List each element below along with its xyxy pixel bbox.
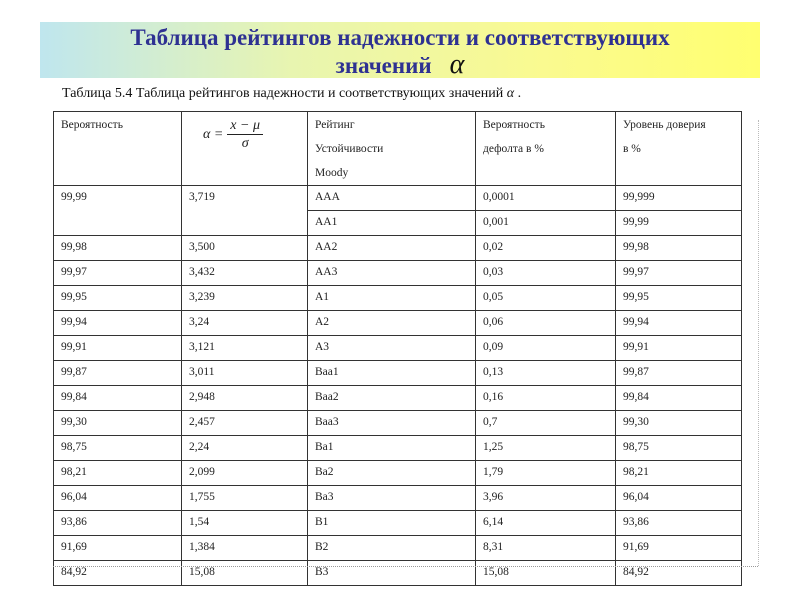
- cell-default: 15,08: [476, 561, 616, 586]
- dotted-border-right: [758, 120, 759, 566]
- cell-trust: 99,999: [616, 186, 742, 211]
- cell-rating: Ba1: [308, 436, 476, 461]
- cell-default: 6,14: [476, 511, 616, 536]
- cell-rating: Baa1: [308, 361, 476, 386]
- title-alpha-symbol: α: [449, 49, 465, 80]
- cell-rating: AA3: [308, 261, 476, 286]
- table-row: [54, 386, 742, 411]
- cell-default: 0,05: [476, 286, 616, 311]
- cell-trust: 99,30: [616, 411, 742, 436]
- table-caption: [62, 86, 521, 102]
- cell-probability: 98,75: [54, 436, 182, 461]
- cell-default: 0,13: [476, 361, 616, 386]
- table-row: [54, 461, 742, 486]
- table-row: [54, 311, 742, 336]
- cell-trust: 96,04: [616, 486, 742, 511]
- cell-default: 0,16: [476, 386, 616, 411]
- cell-alpha: 15,08: [182, 561, 308, 586]
- cell-rating: AAA: [308, 186, 476, 211]
- header-rating-line: Moody: [315, 167, 349, 179]
- header-default-line: дефолта в %: [483, 143, 544, 155]
- cell-trust: 93,86: [616, 511, 742, 536]
- caption-end: .: [517, 86, 522, 101]
- cell-rating: Ba3: [308, 486, 476, 511]
- cell-rating: Baa3: [308, 411, 476, 436]
- header-row: [54, 112, 742, 186]
- table-row: [54, 286, 742, 311]
- cell-probability: 99,84: [54, 386, 182, 411]
- header-rating-line: Устойчивости: [315, 143, 384, 155]
- header-default: [476, 112, 616, 186]
- table-row: [54, 361, 742, 386]
- cell-alpha: 2,457: [182, 411, 308, 436]
- cell-trust: 98,75: [616, 436, 742, 461]
- table-row: [54, 486, 742, 511]
- cell-rating: AA1: [308, 211, 476, 236]
- cell-probability: 98,21: [54, 461, 182, 486]
- ratings-table: [53, 111, 742, 586]
- cell-default: 0,0001: [476, 186, 616, 211]
- table-row: [54, 236, 742, 261]
- cell-default: 1,25: [476, 436, 616, 461]
- table-row: [54, 536, 742, 561]
- cell-default: 3,96: [476, 486, 616, 511]
- cell-alpha: 2,099: [182, 461, 308, 486]
- cell-probability: 91,69: [54, 536, 182, 561]
- table-row: [54, 436, 742, 461]
- cell-alpha: 3,432: [182, 261, 308, 286]
- cell-trust: 99,94: [616, 311, 742, 336]
- header-trust-line: в %: [623, 143, 641, 155]
- cell-probability: 99,91: [54, 336, 182, 361]
- header-default-line: Вероятность: [483, 119, 545, 131]
- cell-default: 0,7: [476, 411, 616, 436]
- cell-default: 0,02: [476, 236, 616, 261]
- cell-trust: 99,97: [616, 261, 742, 286]
- cell-alpha: 3,719: [182, 186, 308, 236]
- cell-alpha: 2,24: [182, 436, 308, 461]
- cell-trust: 99,84: [616, 386, 742, 411]
- cell-probability: 93,86: [54, 511, 182, 536]
- caption-alpha: α: [506, 86, 515, 101]
- header-trust: [616, 112, 742, 186]
- cell-alpha: 3,239: [182, 286, 308, 311]
- table-row: [54, 411, 742, 436]
- slide-title: [40, 24, 760, 79]
- cell-rating: A3: [308, 336, 476, 361]
- cell-alpha: 1,755: [182, 486, 308, 511]
- cell-probability: 99,99: [54, 186, 182, 236]
- cell-trust: 99,91: [616, 336, 742, 361]
- formula-numerator: x − μ: [227, 117, 263, 135]
- cell-probability: 99,98: [54, 236, 182, 261]
- cell-rating: B3: [308, 561, 476, 586]
- caption-text: Таблица 5.4 Таблица рейтингов надежности и соответствующих значений: [62, 86, 504, 101]
- table-row: [54, 561, 742, 586]
- cell-probability: 84,92: [54, 561, 182, 586]
- cell-default: 0,06: [476, 311, 616, 336]
- cell-alpha: 3,011: [182, 361, 308, 386]
- dotted-border-bottom: [53, 566, 758, 567]
- cell-alpha: 3,24: [182, 311, 308, 336]
- title-line-2: значений: [335, 53, 432, 78]
- cell-probability: 99,94: [54, 311, 182, 336]
- cell-alpha: 3,500: [182, 236, 308, 261]
- cell-trust: 99,87: [616, 361, 742, 386]
- table-row: [54, 336, 742, 361]
- header-probability: Вероятность: [54, 112, 182, 186]
- cell-default: 1,79: [476, 461, 616, 486]
- header-rating: [308, 112, 476, 186]
- cell-alpha: 1,384: [182, 536, 308, 561]
- cell-trust: 99,98: [616, 236, 742, 261]
- cell-default: 8,31: [476, 536, 616, 561]
- cell-probability: 99,87: [54, 361, 182, 386]
- header-alpha-formula: [182, 112, 308, 186]
- cell-rating: A2: [308, 311, 476, 336]
- cell-rating: A1: [308, 286, 476, 311]
- cell-probability: 99,30: [54, 411, 182, 436]
- cell-trust: 99,99: [616, 211, 742, 236]
- cell-default: 0,001: [476, 211, 616, 236]
- cell-probability: 96,04: [54, 486, 182, 511]
- cell-probability: 99,95: [54, 286, 182, 311]
- table-row: [54, 261, 742, 286]
- cell-rating: Ba2: [308, 461, 476, 486]
- formula-denominator: σ: [241, 136, 249, 151]
- cell-alpha: 2,948: [182, 386, 308, 411]
- cell-probability: 99,97: [54, 261, 182, 286]
- cell-trust: 99,95: [616, 286, 742, 311]
- formula-lhs: α =: [203, 126, 224, 142]
- cell-alpha: 3,121: [182, 336, 308, 361]
- cell-rating: B1: [308, 511, 476, 536]
- cell-alpha: 1,54: [182, 511, 308, 536]
- header-trust-line: Уровень доверия: [623, 119, 706, 131]
- cell-default: 0,03: [476, 261, 616, 286]
- title-line-1: Таблица рейтингов надежности и соответствующих: [130, 25, 670, 50]
- cell-rating: Baa2: [308, 386, 476, 411]
- table-row: [54, 511, 742, 536]
- header-rating-line: Рейтинг: [315, 119, 355, 131]
- cell-rating: B2: [308, 536, 476, 561]
- cell-default: 0,09: [476, 336, 616, 361]
- cell-trust: 84,92: [616, 561, 742, 586]
- table-row: [54, 186, 742, 211]
- cell-trust: 98,21: [616, 461, 742, 486]
- cell-rating: AA2: [308, 236, 476, 261]
- cell-trust: 91,69: [616, 536, 742, 561]
